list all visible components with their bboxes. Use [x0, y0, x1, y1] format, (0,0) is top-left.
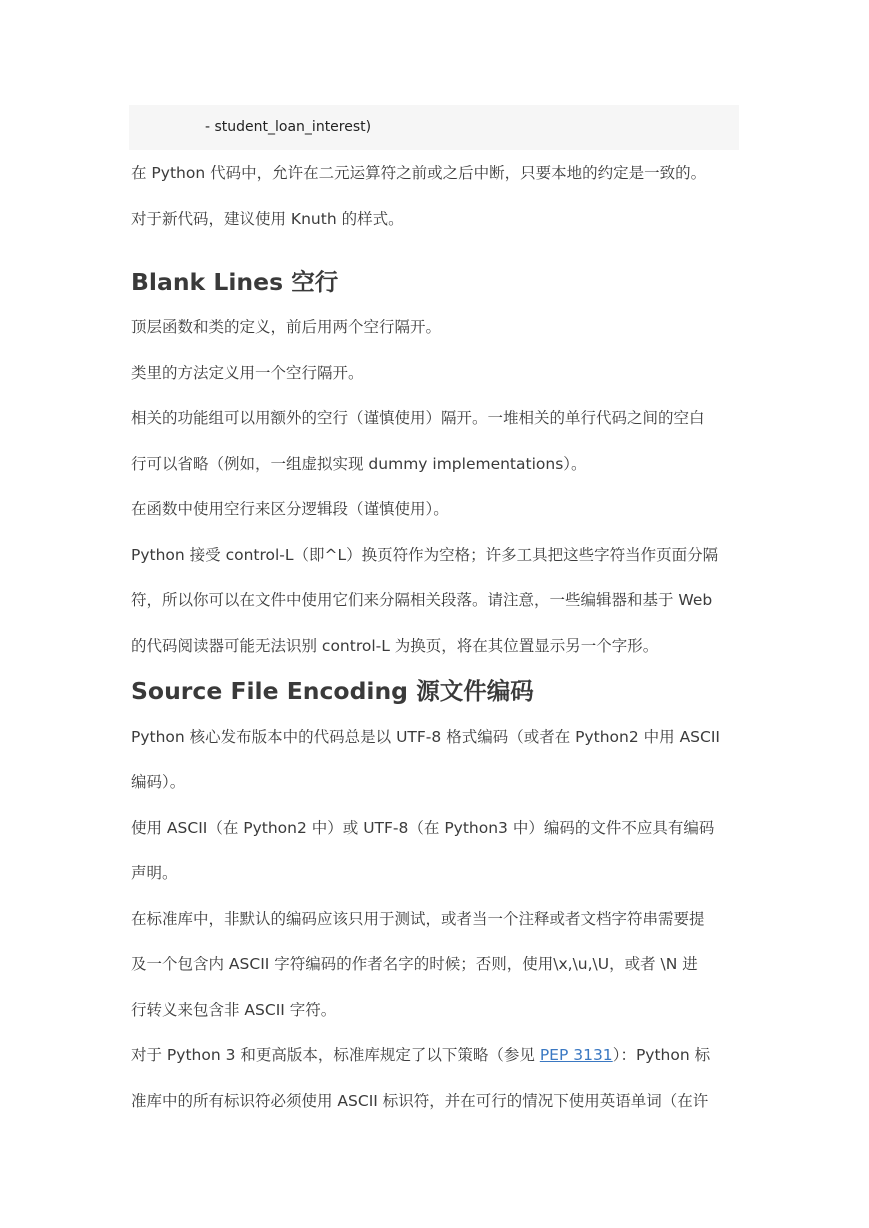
- paragraph-control-l-line2: 符，所以你可以在文件中使用它们来分隔相关段落。请注意，一些编辑器和基于 Web: [131, 591, 713, 609]
- paragraph-logical-sections: 在函数中使用空行来区分逻辑段（谨慎使用）。: [131, 500, 449, 518]
- paragraph-no-declaration-line1: 使用 ASCII（在 Python2 中）或 UTF-8（在 Python3 中）编码的文件不应具有编码: [131, 819, 715, 837]
- code-block: [129, 105, 739, 150]
- paragraph-pep3131-line2: 准库中的所有标识符必须使用 ASCII 标识符，并在可行的情况下使用英语单词（在许: [131, 1092, 709, 1110]
- paragraph-knuth-style: 对于新代码，建议使用 Knuth 的样式。: [131, 210, 404, 228]
- paragraph-control-l-line1: Python 接受 control-L（即^L）换页符作为空格；许多工具把这些字符当作页面分隔: [131, 546, 719, 564]
- paragraph-stdlib-encoding-line3: 行转义来包含非 ASCII 字符。: [131, 1001, 337, 1019]
- heading-source-file-encoding: Source File Encoding 源文件编码: [131, 677, 534, 705]
- paragraph-utf8-line1: Python 核心发布版本中的代码总是以 UTF-8 格式编码（或者在 Python2 中用 ASCII: [131, 728, 720, 746]
- paragraph-operator-break: 在 Python 代码中，允许在二元运算符之前或之后中断，只要本地的约定是一致的。: [131, 164, 707, 182]
- paragraph-pep3131-line1: [131, 1044, 710, 1066]
- pep-text-before: 对于 Python 3 和更高版本，标准库规定了以下策略（参见: [131, 1046, 540, 1064]
- paragraph-no-declaration-line2: 声明。: [131, 864, 178, 882]
- paragraph-method-blank: 类里的方法定义用一个空行隔开。: [131, 364, 364, 382]
- paragraph-stdlib-encoding-line1: 在标准库中，非默认的编码应该只用于测试，或者当一个注释或者文档字符串需要提: [131, 910, 705, 928]
- paragraph-extra-blank-line2: 行可以省略（例如，一组虚拟实现 dummy implementations）。: [131, 455, 587, 473]
- paragraph-control-l-line3: 的代码阅读器可能无法识别 control-L 为换页，将在其位置显示另一个字形。: [131, 637, 659, 655]
- pep-3131-link[interactable]: PEP 3131: [539, 1046, 613, 1064]
- paragraph-extra-blank-line1: 相关的功能组可以用额外的空行（谨慎使用）隔开。一堆相关的单行代码之间的空白: [131, 409, 705, 427]
- code-line: - student_loan_interest): [205, 119, 372, 135]
- paragraph-top-level-blank: 顶层函数和类的定义，前后用两个空行隔开。: [131, 318, 442, 336]
- paragraph-stdlib-encoding-line2: 及一个包含内 ASCII 字符编码的作者名字的时候；否则，使用\x,\u,\U，或者 \N 进: [131, 955, 698, 973]
- pep-text-after: ）：Python 标: [612, 1046, 711, 1064]
- paragraph-utf8-line2: 编码）。: [131, 773, 186, 791]
- heading-blank-lines: Blank Lines 空行: [131, 268, 339, 296]
